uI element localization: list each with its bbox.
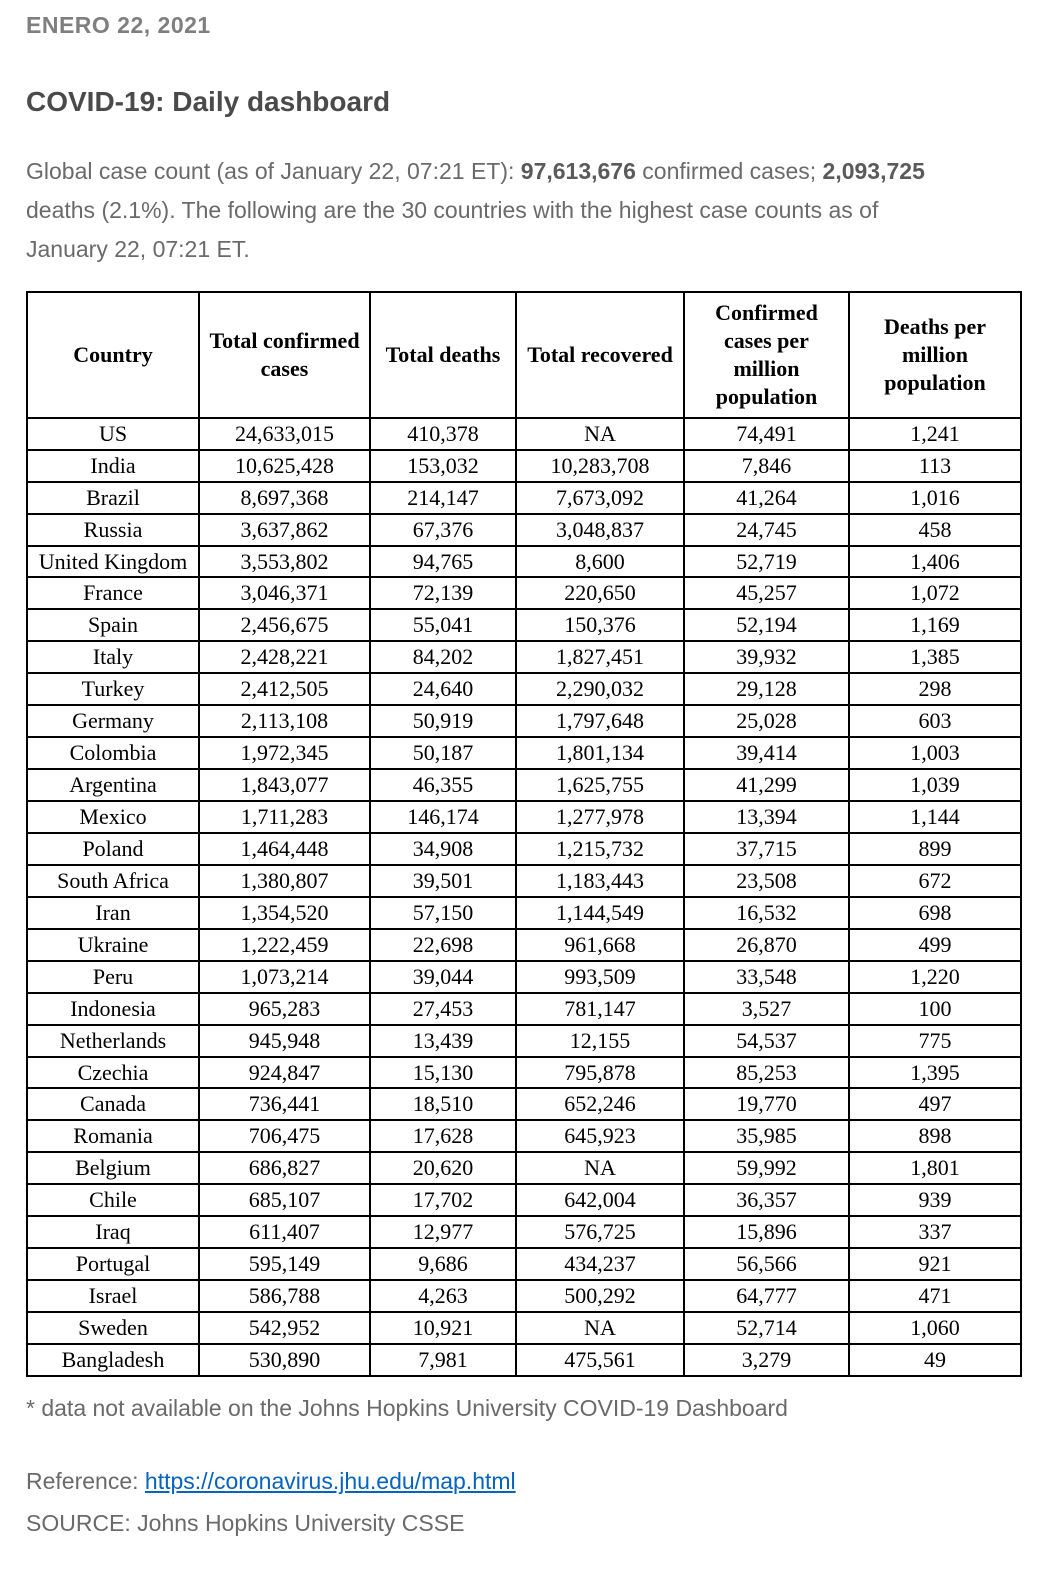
value-cell: 471 <box>849 1280 1021 1312</box>
value-cell: 55,041 <box>370 609 516 641</box>
value-cell: 434,237 <box>516 1248 684 1280</box>
value-cell: 146,174 <box>370 801 516 833</box>
value-cell: 153,032 <box>370 450 516 482</box>
table-row <box>27 1184 1021 1216</box>
value-cell: 2,113,108 <box>199 705 370 737</box>
country-cell: Netherlands <box>27 1025 199 1057</box>
value-cell: 64,777 <box>684 1280 849 1312</box>
value-cell: 85,253 <box>684 1057 849 1089</box>
value-cell: 18,510 <box>370 1088 516 1120</box>
value-cell: 1,039 <box>849 769 1021 801</box>
value-cell: 3,527 <box>684 993 849 1025</box>
value-cell: 57,150 <box>370 897 516 929</box>
source-line: SOURCE: Johns Hopkins University CSSE <box>26 1509 465 1536</box>
value-cell: 1,464,448 <box>199 833 370 865</box>
value-cell: 4,263 <box>370 1280 516 1312</box>
country-cell: Iran <box>27 897 199 929</box>
confirmed-total-value: 97,613,676 <box>520 158 636 184</box>
value-cell: 39,932 <box>684 641 849 673</box>
page-title: COVID-19: Daily dashboard <box>26 86 391 117</box>
country-cell: Spain <box>27 609 199 641</box>
column-header-total-recovered: Total recovered <box>516 292 684 418</box>
value-cell: 26,870 <box>684 929 849 961</box>
value-cell: 1,060 <box>849 1312 1021 1344</box>
value-cell: 500,292 <box>516 1280 684 1312</box>
value-cell: 795,878 <box>516 1057 684 1089</box>
value-cell: 94,765 <box>370 546 516 578</box>
value-cell: 67,376 <box>370 514 516 546</box>
value-cell: 45,257 <box>684 577 849 609</box>
table-row <box>27 865 1021 897</box>
value-cell: 12,155 <box>516 1025 684 1057</box>
table-row <box>27 482 1021 514</box>
value-cell: 603 <box>849 705 1021 737</box>
table-row <box>27 514 1021 546</box>
value-cell: 2,412,505 <box>199 673 370 705</box>
table-row <box>27 1280 1021 1312</box>
table-row <box>27 1344 1021 1376</box>
value-cell: 921 <box>849 1248 1021 1280</box>
value-cell: 10,921 <box>370 1312 516 1344</box>
value-cell: 10,283,708 <box>516 450 684 482</box>
value-cell: 50,187 <box>370 737 516 769</box>
table-row <box>27 1248 1021 1280</box>
value-cell: 52,714 <box>684 1312 849 1344</box>
table-row <box>27 546 1021 578</box>
country-cell: Poland <box>27 833 199 865</box>
value-cell: 50,919 <box>370 705 516 737</box>
value-cell: 775 <box>849 1025 1021 1057</box>
value-cell: 7,673,092 <box>516 482 684 514</box>
value-cell: 49 <box>849 1344 1021 1376</box>
value-cell: 22,698 <box>370 929 516 961</box>
value-cell: 34,908 <box>370 833 516 865</box>
intro-text-1: Global case count (as of January 22, 07:21 ET): <box>26 158 521 184</box>
value-cell: 52,719 <box>684 546 849 578</box>
value-cell: 54,537 <box>684 1025 849 1057</box>
table-row <box>27 1057 1021 1089</box>
value-cell: 24,745 <box>684 514 849 546</box>
value-cell: 1,144,549 <box>516 897 684 929</box>
country-cell: Ukraine <box>27 929 199 961</box>
table-header <box>27 292 1021 418</box>
value-cell: 52,194 <box>684 609 849 641</box>
value-cell: 41,299 <box>684 769 849 801</box>
value-cell: 2,428,221 <box>199 641 370 673</box>
table-row <box>27 993 1021 1025</box>
table-row <box>27 961 1021 993</box>
intro-text-2: confirmed cases; <box>635 158 823 184</box>
value-cell: 576,725 <box>516 1216 684 1248</box>
table-row <box>27 1312 1021 1344</box>
value-cell: 961,668 <box>516 929 684 961</box>
value-cell: 1,385 <box>849 641 1021 673</box>
value-cell: 899 <box>849 833 1021 865</box>
value-cell: 39,501 <box>370 865 516 897</box>
value-cell: 672 <box>849 865 1021 897</box>
table-row <box>27 609 1021 641</box>
value-cell: 1,073,214 <box>199 961 370 993</box>
value-cell: 29,128 <box>684 673 849 705</box>
value-cell: 59,992 <box>684 1152 849 1184</box>
value-cell: 611,407 <box>199 1216 370 1248</box>
value-cell: 8,600 <box>516 546 684 578</box>
value-cell: 20,620 <box>370 1152 516 1184</box>
value-cell: 56,566 <box>684 1248 849 1280</box>
value-cell: 33,548 <box>684 961 849 993</box>
deaths-total-value: 2,093,725 <box>822 158 925 184</box>
value-cell: 17,702 <box>370 1184 516 1216</box>
column-header-total-deaths: Total deaths <box>370 292 516 418</box>
value-cell: 645,923 <box>516 1120 684 1152</box>
covid-country-table <box>26 291 1022 1377</box>
reference-label: Reference: <box>26 1467 145 1494</box>
table-row <box>27 737 1021 769</box>
value-cell: 12,977 <box>370 1216 516 1248</box>
value-cell: 27,453 <box>370 993 516 1025</box>
value-cell: 3,637,862 <box>199 514 370 546</box>
value-cell: 220,650 <box>516 577 684 609</box>
value-cell: 1,016 <box>849 482 1021 514</box>
table-row <box>27 1216 1021 1248</box>
table-row <box>27 641 1021 673</box>
value-cell: 706,475 <box>199 1120 370 1152</box>
value-cell: 2,290,032 <box>516 673 684 705</box>
table-row <box>27 929 1021 961</box>
value-cell: 686,827 <box>199 1152 370 1184</box>
date-heading: ENERO 22, 2021 <box>26 12 211 38</box>
value-cell: 24,640 <box>370 673 516 705</box>
reference-link[interactable]: https://coronavirus.jhu.edu/map.html <box>144 1467 516 1494</box>
value-cell: 1,711,283 <box>199 801 370 833</box>
value-cell: 150,376 <box>516 609 684 641</box>
column-header-total-confirmed: Total confirmed cases <box>199 292 370 418</box>
value-cell: 1,241 <box>849 418 1021 450</box>
value-cell: 736,441 <box>199 1088 370 1120</box>
value-cell: 1,169 <box>849 609 1021 641</box>
value-cell: 214,147 <box>370 482 516 514</box>
value-cell: 1,797,648 <box>516 705 684 737</box>
value-cell: 7,981 <box>370 1344 516 1376</box>
value-cell: 3,553,802 <box>199 546 370 578</box>
value-cell: 7,846 <box>684 450 849 482</box>
table-header-row <box>27 292 1021 418</box>
value-cell: 1,215,732 <box>516 833 684 865</box>
value-cell: 1,220 <box>849 961 1021 993</box>
value-cell: 652,246 <box>516 1088 684 1120</box>
table-row <box>27 1088 1021 1120</box>
table-row <box>27 418 1021 450</box>
value-cell: 1,380,807 <box>199 865 370 897</box>
value-cell: 945,948 <box>199 1025 370 1057</box>
value-cell: 1,801 <box>849 1152 1021 1184</box>
country-cell: Russia <box>27 514 199 546</box>
data-availability-footnote: * data not available on the Johns Hopkins University COVID-19 Dashboard <box>26 1394 788 1421</box>
value-cell: 1,406 <box>849 546 1021 578</box>
country-cell: Israel <box>27 1280 199 1312</box>
country-cell: Chile <box>27 1184 199 1216</box>
value-cell: 2,456,675 <box>199 609 370 641</box>
value-cell: NA <box>516 1312 684 1344</box>
value-cell: 1,801,134 <box>516 737 684 769</box>
value-cell: 3,048,837 <box>516 514 684 546</box>
value-cell: 642,004 <box>516 1184 684 1216</box>
value-cell: 36,357 <box>684 1184 849 1216</box>
value-cell: 25,028 <box>684 705 849 737</box>
value-cell: 1,222,459 <box>199 929 370 961</box>
table-row <box>27 450 1021 482</box>
country-cell: Czechia <box>27 1057 199 1089</box>
table-body <box>27 418 1021 1376</box>
value-cell: 993,509 <box>516 961 684 993</box>
country-cell: United Kingdom <box>27 546 199 578</box>
country-cell: Peru <box>27 961 199 993</box>
column-header-country: Country <box>27 292 199 418</box>
country-cell: Germany <box>27 705 199 737</box>
intro-paragraph <box>26 152 956 269</box>
country-cell: US <box>27 418 199 450</box>
country-cell: South Africa <box>27 865 199 897</box>
country-cell: Argentina <box>27 769 199 801</box>
value-cell: 100 <box>849 993 1021 1025</box>
value-cell: 23,508 <box>684 865 849 897</box>
value-cell: 337 <box>849 1216 1021 1248</box>
value-cell: 1,183,443 <box>516 865 684 897</box>
value-cell: 1,843,077 <box>199 769 370 801</box>
reference-line <box>26 1468 1020 1495</box>
value-cell: 24,633,015 <box>199 418 370 450</box>
value-cell: 458 <box>849 514 1021 546</box>
value-cell: 84,202 <box>370 641 516 673</box>
value-cell: 15,896 <box>684 1216 849 1248</box>
table-row <box>27 705 1021 737</box>
value-cell: 698 <box>849 897 1021 929</box>
value-cell: 1,625,755 <box>516 769 684 801</box>
value-cell: 37,715 <box>684 833 849 865</box>
value-cell: 113 <box>849 450 1021 482</box>
value-cell: 3,279 <box>684 1344 849 1376</box>
value-cell: 781,147 <box>516 993 684 1025</box>
value-cell: 685,107 <box>199 1184 370 1216</box>
country-cell: Canada <box>27 1088 199 1120</box>
value-cell: 586,788 <box>199 1280 370 1312</box>
value-cell: 1,144 <box>849 801 1021 833</box>
value-cell: 298 <box>849 673 1021 705</box>
value-cell: 10,625,428 <box>199 450 370 482</box>
value-cell: 46,355 <box>370 769 516 801</box>
value-cell: 542,952 <box>199 1312 370 1344</box>
value-cell: 530,890 <box>199 1344 370 1376</box>
country-cell: Turkey <box>27 673 199 705</box>
country-cell: Mexico <box>27 801 199 833</box>
country-cell: Bangladesh <box>27 1344 199 1376</box>
value-cell: 72,139 <box>370 577 516 609</box>
value-cell: 898 <box>849 1120 1021 1152</box>
country-cell: France <box>27 577 199 609</box>
country-cell: Iraq <box>27 1216 199 1248</box>
table-row <box>27 673 1021 705</box>
value-cell: 965,283 <box>199 993 370 1025</box>
value-cell: 9,686 <box>370 1248 516 1280</box>
value-cell: 497 <box>849 1088 1021 1120</box>
country-cell: Indonesia <box>27 993 199 1025</box>
table-row <box>27 577 1021 609</box>
value-cell: 39,044 <box>370 961 516 993</box>
country-cell: Belgium <box>27 1152 199 1184</box>
country-cell: Portugal <box>27 1248 199 1280</box>
intro-text-3: deaths (2.1%). The following are the 30 countries with the highest case counts as of January 22, 07:21 ET. <box>26 197 879 262</box>
value-cell: 499 <box>849 929 1021 961</box>
country-cell: Romania <box>27 1120 199 1152</box>
column-header-deaths-per-million: Deaths per million population <box>849 292 1021 418</box>
table-row <box>27 833 1021 865</box>
value-cell: 74,491 <box>684 418 849 450</box>
value-cell: 1,354,520 <box>199 897 370 929</box>
country-cell: Brazil <box>27 482 199 514</box>
value-cell: 13,439 <box>370 1025 516 1057</box>
table-row <box>27 1120 1021 1152</box>
table-row <box>27 769 1021 801</box>
value-cell: 3,046,371 <box>199 577 370 609</box>
table-row <box>27 897 1021 929</box>
value-cell: 16,532 <box>684 897 849 929</box>
value-cell: 1,072 <box>849 577 1021 609</box>
value-cell: 1,972,345 <box>199 737 370 769</box>
value-cell: 1,827,451 <box>516 641 684 673</box>
table-row <box>27 1025 1021 1057</box>
value-cell: 475,561 <box>516 1344 684 1376</box>
value-cell: 1,003 <box>849 737 1021 769</box>
value-cell: 1,395 <box>849 1057 1021 1089</box>
country-cell: India <box>27 450 199 482</box>
value-cell: 19,770 <box>684 1088 849 1120</box>
value-cell: 41,264 <box>684 482 849 514</box>
value-cell: 39,414 <box>684 737 849 769</box>
value-cell: 8,697,368 <box>199 482 370 514</box>
value-cell: 17,628 <box>370 1120 516 1152</box>
value-cell: 1,277,978 <box>516 801 684 833</box>
table-row <box>27 1152 1021 1184</box>
value-cell: NA <box>516 418 684 450</box>
table-row <box>27 801 1021 833</box>
country-cell: Sweden <box>27 1312 199 1344</box>
country-cell: Italy <box>27 641 199 673</box>
value-cell: 939 <box>849 1184 1021 1216</box>
value-cell: NA <box>516 1152 684 1184</box>
column-header-cases-per-million: Confirmed cases per million population <box>684 292 849 418</box>
country-cell: Colombia <box>27 737 199 769</box>
value-cell: 595,149 <box>199 1248 370 1280</box>
value-cell: 15,130 <box>370 1057 516 1089</box>
value-cell: 410,378 <box>370 418 516 450</box>
value-cell: 924,847 <box>199 1057 370 1089</box>
value-cell: 13,394 <box>684 801 849 833</box>
value-cell: 35,985 <box>684 1120 849 1152</box>
